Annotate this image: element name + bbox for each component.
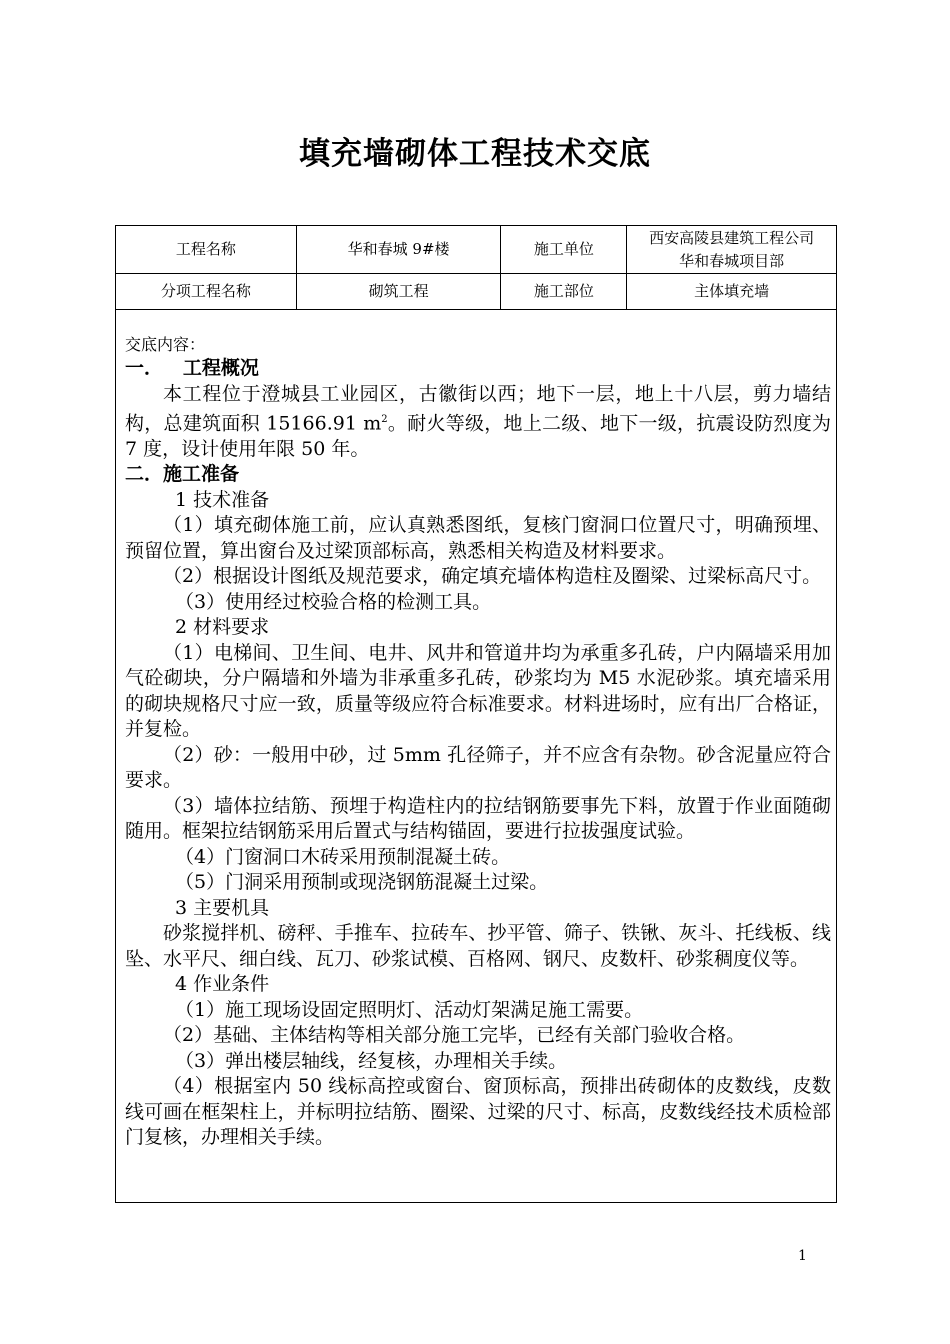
paragraph: （5）门洞采用预制或现浇钢筋混凝土过梁。	[175, 871, 549, 894]
paragraph: （3）使用经过校验合格的检测工具。	[175, 590, 492, 613]
project-name-label: 工程名称	[116, 226, 297, 274]
paragraph: （4）门窗洞口木砖采用预制混凝土砖。	[175, 845, 511, 868]
page-number: 1	[798, 1248, 807, 1264]
contractor-label: 施工单位	[501, 226, 627, 274]
document-title: 填充墙砌体工程技术交底	[299, 136, 651, 172]
info-row-project	[116, 226, 837, 274]
paragraph: （3）弹出楼层轴线，经复核，办理相关手续。	[175, 1049, 568, 1072]
contractor-line-1: 西安高陵县建筑工程公司	[649, 228, 815, 247]
paragraph: （2）砂：一般用中砂，过 5mm 孔径筛子，并不应含有杂物。砂含泥量应符合要求。	[125, 743, 831, 792]
disclosure-content-box	[115, 310, 837, 1203]
subsection-1-heading: 1 技术准备	[175, 488, 270, 511]
section-1-heading: 一． 工程概况	[125, 357, 259, 379]
paragraph: （2）根据设计图纸及规范要求，确定填充墙体构造柱及圈梁、过梁标高尺寸。	[163, 565, 822, 588]
content-intro: 交底内容：	[125, 335, 206, 354]
subitem-label: 分项工程名称	[116, 274, 297, 310]
info-row-subitem	[116, 274, 837, 310]
section-1-paragraph	[125, 382, 831, 463]
contractor-value	[627, 226, 837, 274]
paragraph: （1）电梯间、卫生间、电井、风井和管道井均为承重多孔砖，户内隔墙采用加气砼砌块，分户隔墙和外墙为非承重多孔砖，砂浆均为 M5 水泥砂浆。填充墙采用的砌块规格尺寸应一致，质量等级应符合标准要求。材料进场时，应有出厂合格证，并复检。	[125, 641, 831, 741]
project-name-value: 华和春城 9#楼	[296, 226, 501, 274]
s1-text-b: 。耐火等级，地上二级、地下一级，抗震设防烈度为 7 度，设计使用年限 50 年。	[125, 412, 831, 460]
subsection-3-heading: 3 主要机具	[175, 896, 270, 919]
subitem-value: 砌筑工程	[296, 274, 501, 310]
part-label: 施工部位	[501, 274, 627, 310]
s1-text-a: 本工程位于澄城县工业园区，古徽街以西；地下一层，地上十八层，剪力墙结构，总建筑面积 15166.91 m	[125, 382, 831, 435]
part-value: 主体填充墙	[627, 274, 837, 310]
subsection-2-heading: 2 材料要求	[175, 616, 270, 639]
paragraph: （1）填充砌体施工前，应认真熟悉图纸，复核门窗洞口位置尺寸，明确预埋、预留位置，算出窗台及过梁顶部标高，熟悉相关构造及材料要求。	[125, 514, 831, 562]
paragraph: 砂浆搅拌机、磅秤、手推车、拉砖车、抄平管、筛子、铁锹、灰斗、托线板、线坠、水平尺、细白线、瓦刀、砂浆试模、百格网、钢尺、皮数杆、砂浆稠度仪等。	[125, 922, 831, 970]
project-info-table	[115, 225, 837, 310]
paragraph: （2）基础、主体结构等相关部分施工完毕，已经有关部门验收合格。	[163, 1024, 746, 1047]
paragraph: （3）墙体拉结筋、预埋于构造柱内的拉结钢筋要事先下料，放置于作业面随砌随用。框架拉结钢筋采用后置式与结构锚固，要进行拉拔强度试验。	[125, 794, 831, 843]
paragraph: （4）根据室内 50 线标高控或窗台、窗顶标高，预排出砖砌体的皮数线，皮数线可画在框架柱上，并标明拉结筋、圈梁、过梁的尺寸、标高，皮数线经技术质检部门复核，办理相关手续。	[125, 1075, 831, 1149]
section-2-heading: 二．施工准备	[125, 463, 240, 486]
paragraph: （1）施工现场设固定照明灯、活动灯架满足施工需要。	[175, 998, 644, 1021]
disclosure-content	[125, 333, 831, 1151]
contractor-line-2: 华和春城项目部	[679, 251, 785, 270]
s1-superscript: 2	[381, 414, 388, 425]
subsection-4-heading: 4 作业条件	[175, 973, 270, 996]
